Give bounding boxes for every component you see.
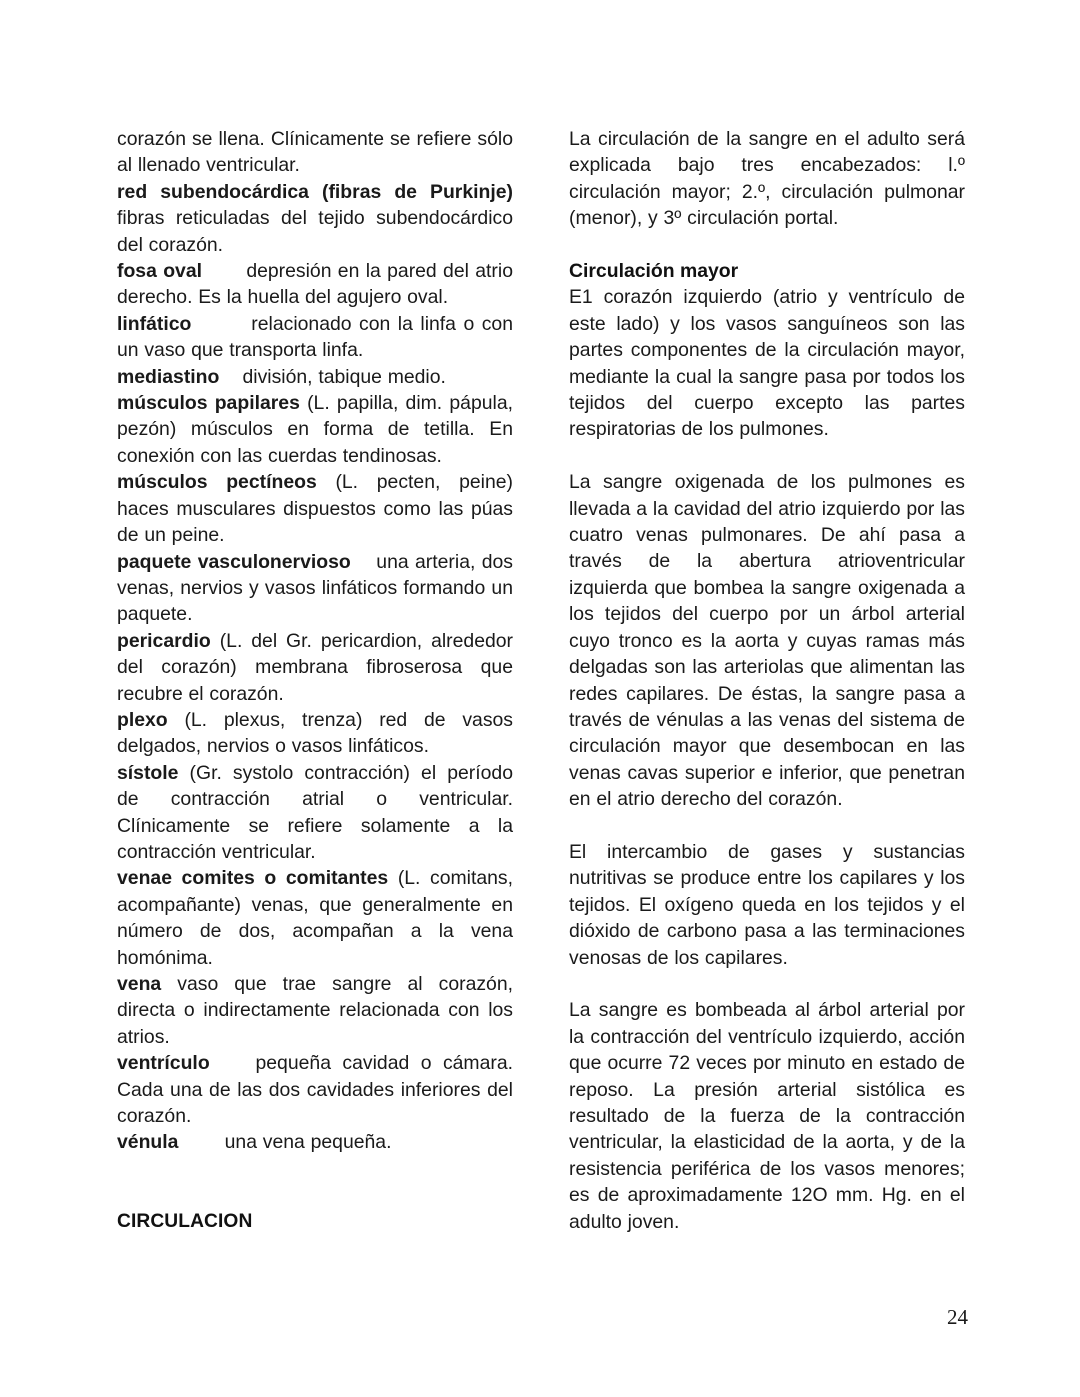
glossary-term: vena (117, 973, 162, 995)
glossary-entry (117, 311, 513, 364)
glossary-entry (117, 258, 513, 311)
glossary-entry (117, 971, 513, 1050)
continuation-paragraph (117, 126, 513, 179)
two-column-body (117, 126, 965, 1246)
glossary-entry (117, 760, 513, 866)
body-paragraph: La sangre oxigenada de los pulmones es llevada a la cavidad del atrio izquierdo por las cuatro venas pulmonares. De ahí pasa a través de la abertura atrioventricular izquierda que bombea la sangre oxigenada a los tejidos del cuerpo por un árbol arterial cuyo tronco es la aorta y cuyas ramas más delgadas son las arteriolas que alimentan las redes capilares. De éstas, la sangre pasa a través de vénulas a las venas del sistema de circulación mayor que desembocan en las venas cavas superior e inferior, que penetran en el atrio derecho del corazón. (569, 471, 965, 811)
left-column (117, 126, 513, 1235)
glossary-definition: una vena pequeña. (224, 1131, 392, 1154)
glossary-term: linfático (117, 312, 192, 335)
glossary-definition: (L. del Gr. pericardion, alrededor del corazón) membrana fibroserosa que recubre el corazón. (117, 629, 513, 705)
glossary-definition: vaso que trae sangre al corazón, directa o indirectamente relacionada con los atrios. (117, 973, 513, 1048)
glossary-entry (117, 865, 513, 971)
glossary-definition: fibras reticuladas del tejido subendocárdico del corazón. (117, 207, 513, 256)
glossary-term: músculos papilares (117, 392, 300, 415)
glossary-definition: depresión en la pared del atrio derecho. Es la huella del agujero oval. (117, 260, 513, 309)
section-spacer (117, 1156, 513, 1209)
glossary-term: vénula (117, 1131, 179, 1154)
glossary-entry (117, 628, 513, 707)
body-paragraph: El intercambio de gases y sustancias nutritivas se produce entre los capilares y los tejidos. El oxígeno queda en los tejidos y el dióxido de carbono pasa a las terminaciones venosas de los capilares. (569, 840, 965, 969)
glossary-entry (117, 469, 513, 548)
continuation-text: corazón se llena. Clínicamente se refiere sólo al llenado ventricular. (117, 128, 513, 177)
glossary-entry (117, 1050, 513, 1129)
glossary-entry (117, 1129, 513, 1155)
glossary-term: pericardio (117, 629, 211, 652)
paragraph-spacer (569, 232, 965, 258)
glossary-entry (117, 707, 513, 760)
glossary-entry (117, 179, 513, 258)
body-paragraph: E1 corazón izquierdo (atrio y ventrículo de este lado) y los vasos sanguíneos son las partes componentes de la circulación mayor, mediante la cual la sangre pasa por todos los tejidos del cuerpo excepto las partes respiratorias de los pulmones. (569, 286, 965, 441)
glossary-term: músculos pectíneos (117, 471, 317, 494)
glossary-term: mediastino (117, 365, 220, 388)
subsection-heading-circulacion-mayor: Circulación mayor (569, 260, 739, 283)
glossary-definition: una arteria, dos venas, nervios y vasos linfáticos formando un paquete. (117, 550, 513, 626)
glossary-term: plexo (117, 708, 168, 731)
glossary-definition: (L. papilla, dim. pápula, pezón) músculos en forma de tetilla. En conexión con las cuerdas tendinosas. (117, 392, 514, 467)
paragraph-spacer (569, 971, 965, 997)
glossary-term: fosa oval (117, 260, 202, 283)
glossary-term: red subendocárdica (fibras de Purkinje) (117, 180, 513, 203)
right-column (569, 126, 965, 1235)
page-number: 24 (947, 1305, 968, 1329)
body-paragraph: La sangre es bombeada al árbol arterial por la contracción del ventrículo izquierdo, acción que ocurre 72 veces por minuto en estado de reposo. La presión arterial sistólica es resultado de la fuerza de la contracción ventricular, la elasticidad de la aorta, y de la resistencia periférica de los vasos menores; es de aproximadamente 12O mm. Hg. en el adulto joven. (569, 999, 965, 1233)
glossary-entry (117, 390, 513, 469)
glossary-definition: pequeña cavidad o cámara. Cada una de las dos cavidades inferiores del corazón. (117, 1052, 513, 1128)
glossary-definition: (Gr. systolo contracción) el período de contracción atrial o ventricular. Clínicamente se refiere solamente a la contracción ventricular. (117, 761, 513, 863)
glossary-definition: relacionado con la linfa o con un vaso que transporta linfa. (117, 312, 513, 362)
glossary-definition: (L. pecten, peine) haces musculares dispuestos como las púas de un peine. (117, 471, 513, 547)
glossary-term: paquete vasculonervioso (117, 550, 351, 573)
paragraph-spacer (569, 443, 965, 469)
glossary-entry (117, 364, 513, 390)
glossary-definition: (L. plexus, trenza) red de vasos delgados, nervios o vasos linfáticos. (117, 708, 513, 758)
section-heading-circulacion: CIRCULACION (117, 1210, 253, 1232)
paragraph-spacer (569, 813, 965, 839)
glossary-term: ventrículo (117, 1052, 210, 1075)
glossary-definition: (L. comitans, acompañante) venas, que generalmente en número de dos, acompañan a la vena homónima. (117, 867, 513, 969)
glossary-definition: división, tabique medio. (242, 365, 446, 388)
glossary-entry (117, 549, 513, 628)
glossary-term: venae comites o comitantes (117, 867, 389, 890)
glossary-list (117, 179, 513, 1156)
intro-paragraph: La circulación de la sangre en el adulto será explicada bajo tres encabezados: l.º circulación mayor; 2.º, circulación pulmonar (menor), y 3º circulación portal. (569, 128, 965, 230)
glossary-term: sístole (117, 761, 179, 784)
